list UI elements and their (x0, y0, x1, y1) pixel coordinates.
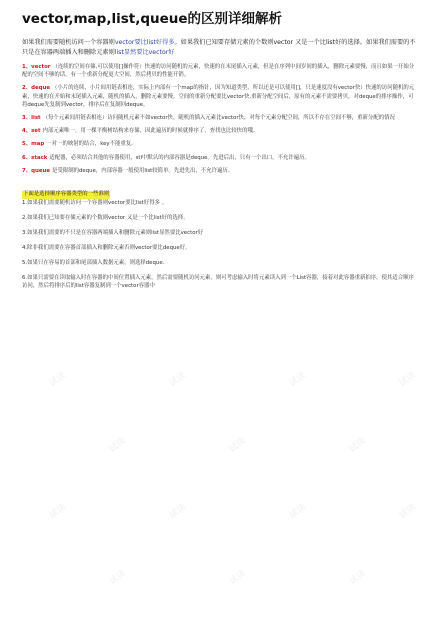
item-number: 3、 (22, 115, 32, 122)
intro-paragraph (22, 38, 418, 57)
watermark: 试读 (167, 370, 189, 389)
watermark: 试读 (287, 370, 309, 389)
watermark: 试读 (287, 502, 309, 521)
item-text: 是受限制的deque，内部容器一般使用list较简单。先进先出，不允许遍历。 (52, 167, 234, 174)
item-text: （每个元素间用链表相连）访问随机元素不如vector快，随机的插入元素比vector快，对每个元素分配空间，所以不存在空间不够，重新分配的情况 (42, 115, 395, 122)
item-number: 2、 (22, 85, 32, 92)
item-keyword: queue (31, 167, 51, 174)
watermark: 试读 (47, 502, 69, 521)
guideline-item: 6.如果只需要在读取输入时在容器的中间位置插入元素，然后需要随机访问元素，则可考虑输入时将元素读入到一个List容器，接着对此容器重新拍序，使其适合顺序访问，然后将排序后的list容器复制到一个vector容器中 (22, 275, 414, 290)
list-item-deque (22, 84, 418, 109)
intro-highlight-2: list显然要比vector好 (114, 48, 175, 56)
list-item-stack (22, 154, 418, 162)
guideline-item: 4.除非我们需要在容器首部插入和删除元素否则vector要比deque好。 (22, 245, 191, 252)
list-item-set (22, 127, 418, 135)
guideline-item: 1.如果我们需要随机访问一个容器则vector要比list好得多 。 (22, 200, 168, 207)
document-title: vector,map,list,queue的区别详细解析 (22, 11, 283, 27)
document-page (22, 10, 418, 297)
item-text: 适配器，必须结合其他的容器使用，stl中默认的内部容器是deque。先进后出，只有一个出口，不允许遍历。 (49, 154, 310, 161)
guideline-item: 5.如果只在容易的首部和尾部插入数据元素，则选择deque. (22, 260, 165, 267)
item-keyword: list (31, 115, 41, 122)
watermark: 试读 (107, 436, 129, 455)
intro-highlight-1: vector要比list好得多 (114, 39, 175, 46)
guideline-item: 2.如果我们已知要存储元素的个数则vector 又是一个比list好的选择。 (22, 215, 189, 222)
watermark: 试读 (167, 502, 189, 521)
item-number: 1、 (22, 64, 32, 70)
item-number: 5、 (22, 141, 32, 148)
watermark: 试读 (227, 436, 249, 455)
item-text: （连续的空间存储,可以使用[]操作符）快速的访问随机的元素，快速的在末尾插入元素，但是在序列中间岁间的插入，删除元素要慢，而且如果一开始分配的空间不够的话，有一个重新分配更大空间，然后拷贝的性能开销。 (22, 64, 415, 79)
list-item-list (22, 114, 418, 122)
watermark: 试读 (397, 502, 419, 521)
watermark: 试读 (397, 370, 419, 389)
list-item-map (22, 140, 418, 148)
guideline-item: 3.如果我们需要的不只是在容器两端插入和删除元素则list显然要比vector好 (22, 230, 204, 237)
item-number: 4、 (22, 128, 32, 135)
guidelines-list (22, 199, 418, 290)
item-number: 6、 (22, 154, 32, 161)
item-text: 一对一的映射的结合，key不能重复。 (46, 141, 137, 148)
watermark: 试读 (347, 436, 369, 455)
list-item-queue (22, 167, 418, 175)
item-keyword: map (31, 141, 45, 148)
item-number: 7、 (22, 167, 32, 174)
item-keyword: set (31, 128, 41, 135)
list-item-vector (22, 63, 418, 79)
watermark: 试读 (107, 568, 129, 587)
watermark: 试读 (227, 568, 249, 587)
watermark: 试读 (347, 568, 369, 587)
intro-text-1: 如果我们需要随机访问一个容器则 (22, 39, 115, 46)
item-keyword: stack (31, 154, 48, 161)
item-keyword: deque (31, 85, 51, 92)
watermark: 试读 (47, 370, 69, 389)
item-text: 内部元素唯一，用一棵平衡树结构来存储，因此遍历的时候就排序了，查找也比较快的哦。 (42, 128, 259, 135)
intro-text-2: 。如果我们已知要存储元素的个数则vector 又是一个比list好的选择。如果我们需要的不只是在容器两端插入和删除元素则 (22, 39, 416, 56)
container-list (22, 63, 418, 175)
item-text: （小片的连续，小片间用链表相连，实际上内部有一个map的指针，因为知道类型，所以还是可以使用[]，只是速度没有vector快）快速的访问随机的元素，快速的在开始和末尾插入元素，随机的插入，删除元素要慢，空间的重新分配要比vector快,重新分配空间后，原有的元素不需要拷贝。对deque的排序操作，可将deque先复制到vector，排序后在复制回deque。 (22, 85, 415, 108)
guidelines-heading: 下面是选择顺序容器类型的一些准则 (23, 191, 110, 198)
item-keyword: vector (31, 64, 51, 70)
